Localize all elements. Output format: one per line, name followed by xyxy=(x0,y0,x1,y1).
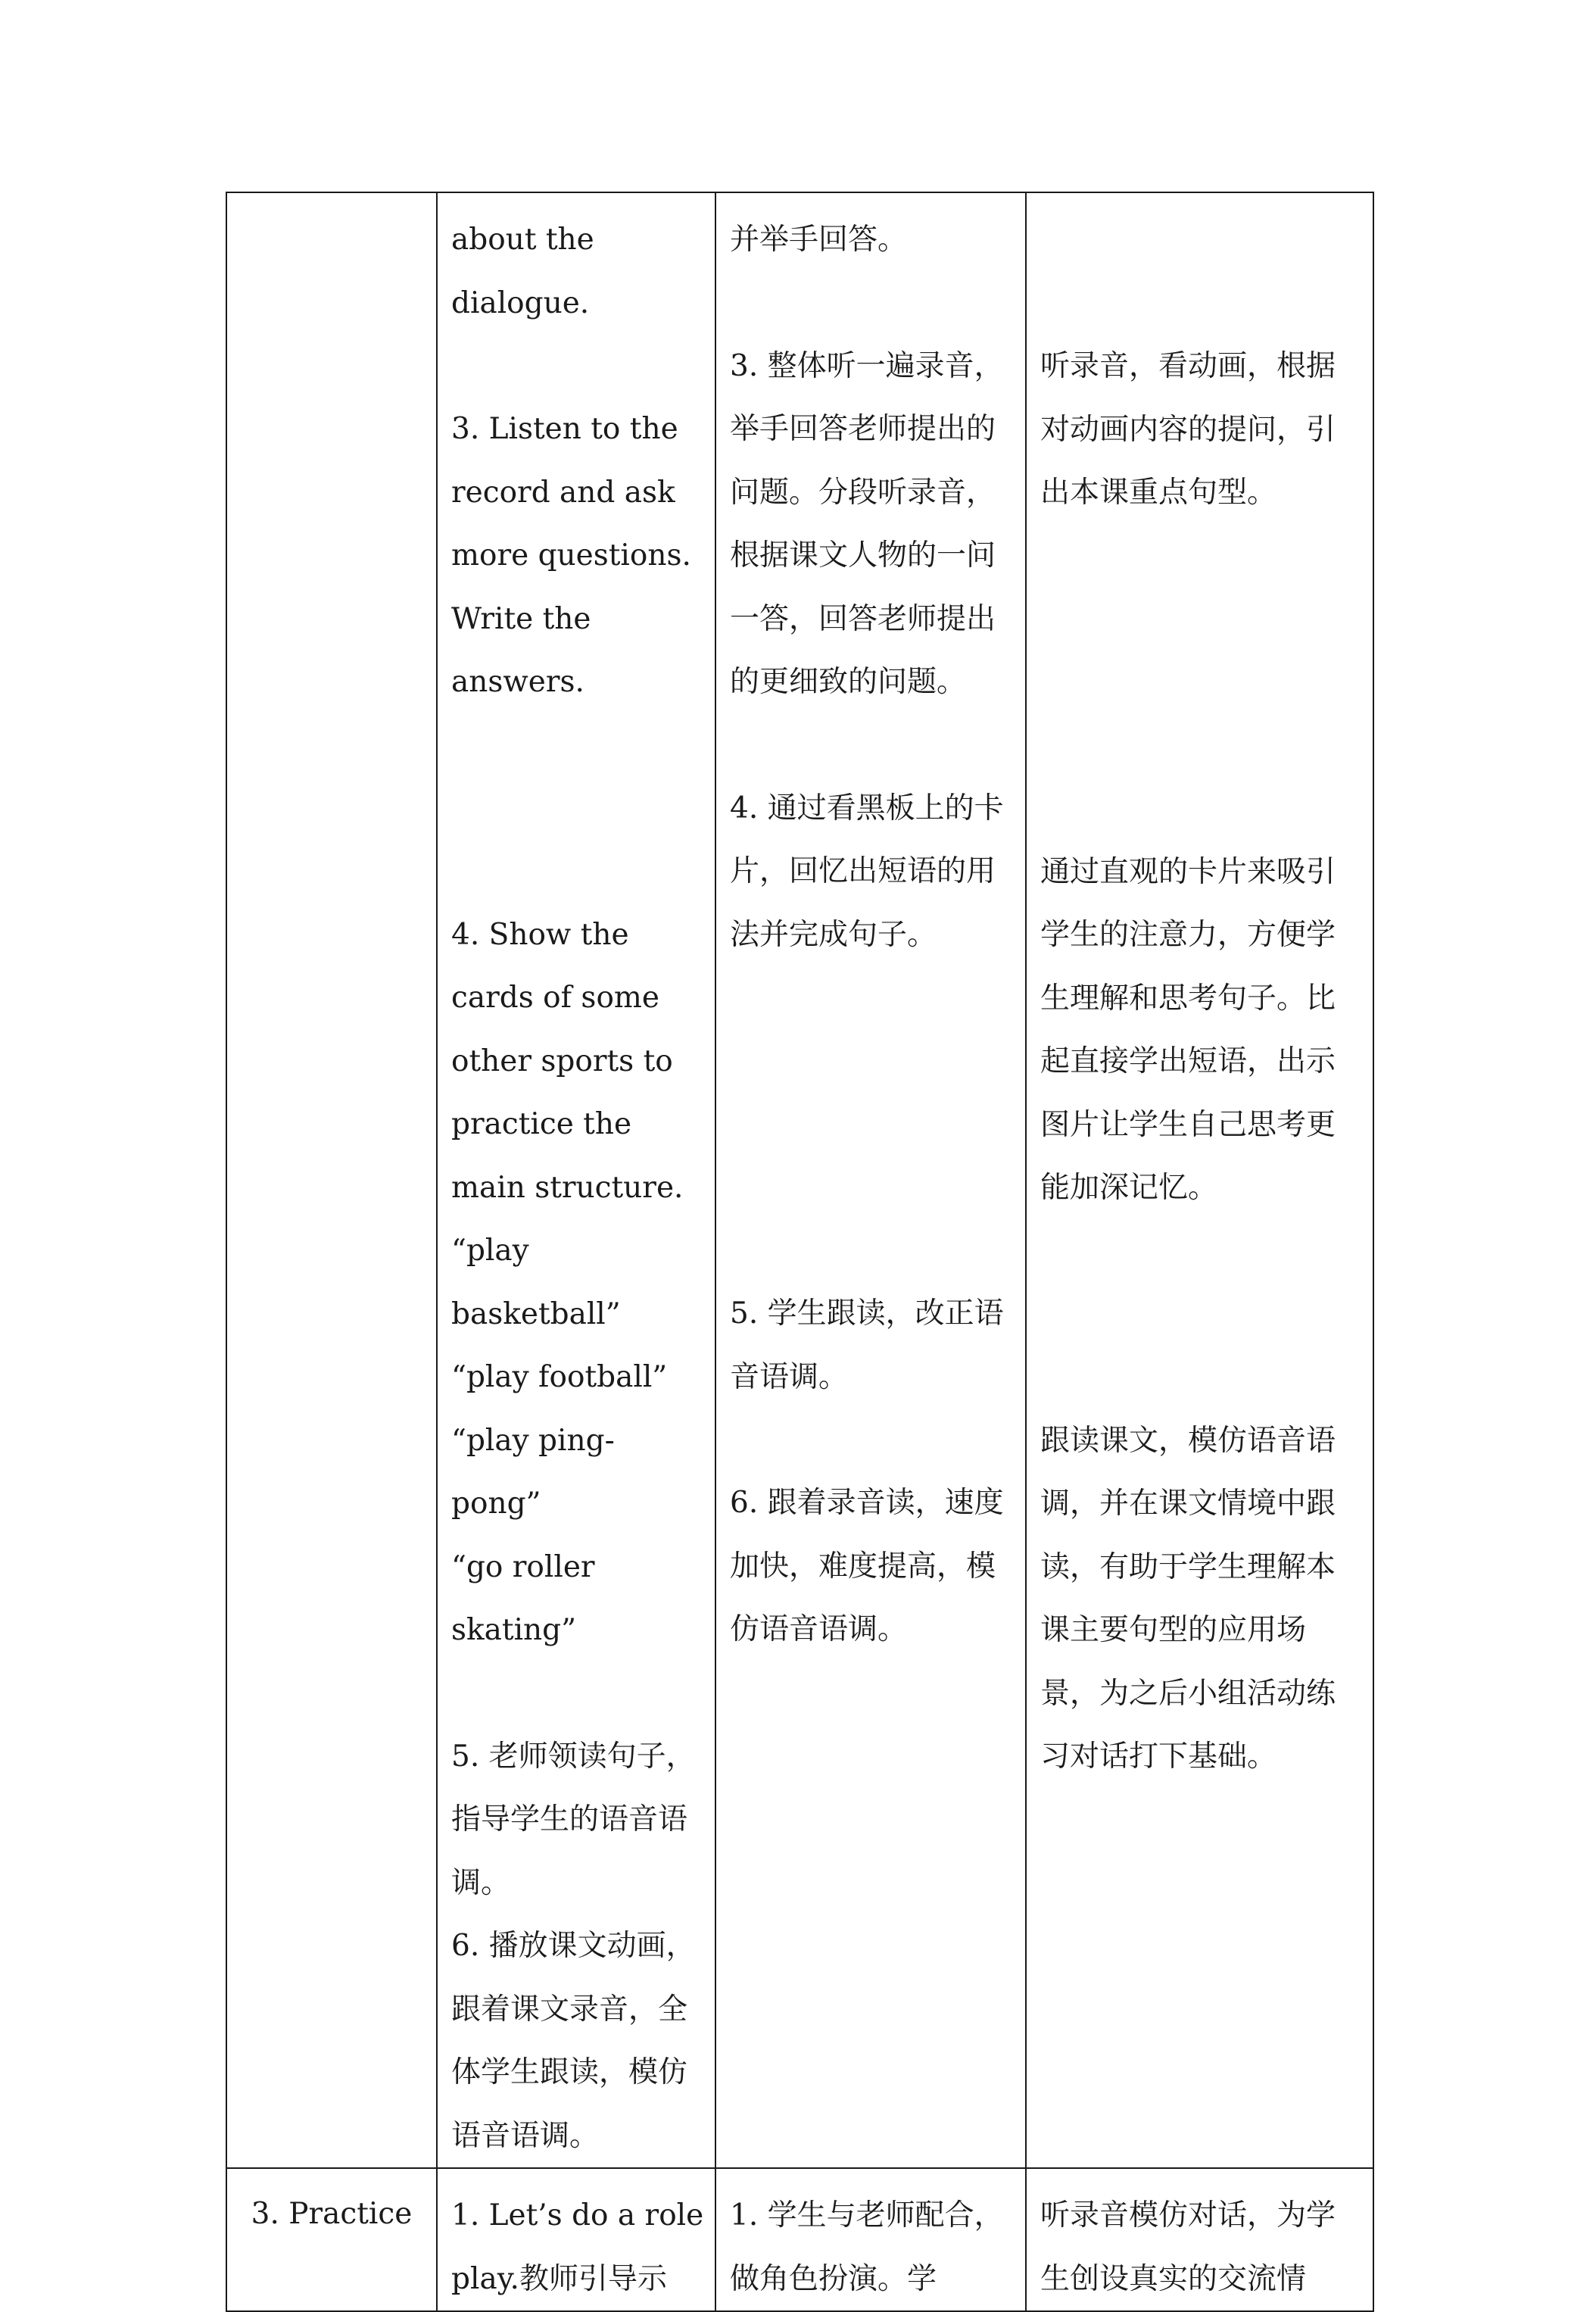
student-text: 1. 学生与老师配合，做角色扮演。学 xyxy=(730,2198,1004,2296)
phase-label: 3. Practice xyxy=(251,2197,413,2231)
purpose-text: 跟读课文，模仿语音语调，并在课文情境中跟读，有助于学生理解本课主要句型的应用场景，为之后小组活动练习对话打下基础。 xyxy=(1040,1423,1336,1774)
phase-cell xyxy=(226,192,437,2168)
table-row xyxy=(226,192,1373,2168)
teacher-text: “play football” xyxy=(451,1360,668,1394)
teacher-text: “go roller skating” xyxy=(451,1549,595,1647)
teacher-text: “play ping-pong” xyxy=(451,1423,615,1521)
purpose-cell xyxy=(1026,2168,1373,2311)
purpose-text: 通过直观的卡片来吸引学生的注意力，方便学生理解和思考句子。比起直接学出短语，出示图片让学生自己思考更能加深记忆。 xyxy=(1040,854,1336,1205)
teacher-text: 1. Let’s do a role play.教师引导示 xyxy=(451,2198,704,2296)
student-activity-cell xyxy=(715,192,1026,2168)
teacher-text: 6. 播放课文动画，跟着课文录音，全体学生跟读，模仿语音语调。 xyxy=(451,1929,696,2153)
student-activity-cell xyxy=(715,2168,1026,2311)
teacher-text: about the dialogue. xyxy=(451,223,594,320)
teacher-text: 3. Listen to the record and ask more questions. Write the answers. xyxy=(451,412,691,699)
student-text: 3. 整体听一遍录音，举手回答老师提出的问题。分段听录音，根据课文人物的一问一答，回答老师提出的更细致的问题。 xyxy=(730,348,1004,699)
phase-cell xyxy=(226,2168,437,2311)
purpose-cell xyxy=(1026,192,1373,2168)
student-text: 并举手回答。 xyxy=(730,223,908,257)
teacher-text: 4. Show the cards of some other sports to practice the main structure. xyxy=(451,917,684,1205)
teacher-activity-cell xyxy=(437,192,715,2168)
student-text: 6. 跟着录音读，速度加快，难度提高，模仿语音语调。 xyxy=(730,1486,1004,1646)
purpose-text: 听录音模仿对话，为学生创设真实的交流情 xyxy=(1040,2198,1336,2296)
student-text: 5. 学生跟读，改正语音语调。 xyxy=(730,1296,1004,1394)
phase-label xyxy=(227,193,436,207)
lesson-plan-table xyxy=(226,192,1374,2312)
purpose-text: 听录音，看动画，根据对动画内容的提问，引出本课重点句型。 xyxy=(1040,349,1336,510)
teacher-text: 5. 老师领读句子，指导学生的语音语调。 xyxy=(451,1739,696,1900)
teacher-activity-cell xyxy=(437,2168,715,2311)
student-text: 4. 通过看黑板上的卡片，回忆出短语的用法并完成句子。 xyxy=(730,791,1004,952)
teacher-text: “play basketball” xyxy=(451,1234,621,1331)
table-row xyxy=(226,2168,1373,2311)
